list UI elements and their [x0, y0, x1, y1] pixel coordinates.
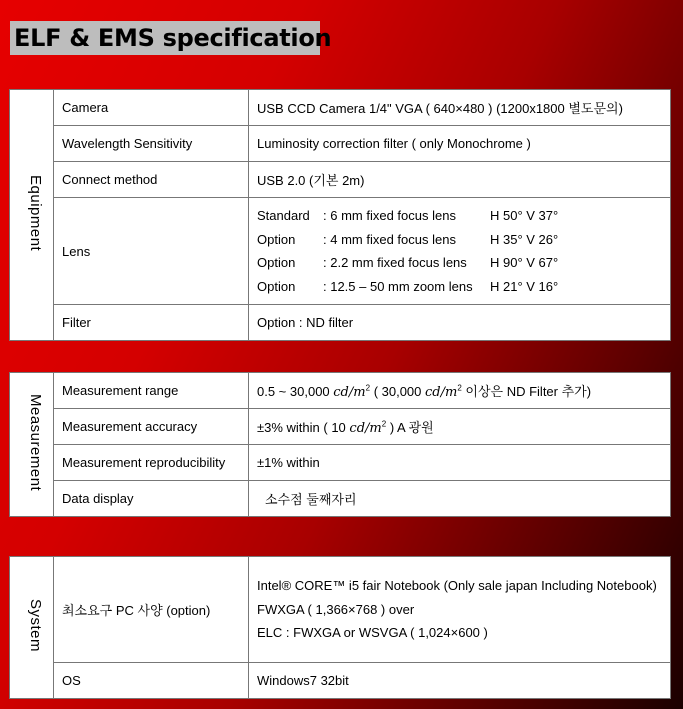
table-row	[10, 663, 671, 699]
measurement-table	[9, 372, 671, 517]
row-value: ±1% within	[249, 445, 671, 481]
table-row	[10, 481, 671, 517]
lens-line: Option : 12.5 – 50 mm zoom lens H 21° V 16°	[257, 278, 559, 294]
row-label: Wavelength Sensitivity	[54, 126, 249, 162]
category-label: System	[27, 599, 44, 653]
row-value: Luminosity correction filter ( only Monochrome )	[249, 126, 671, 162]
row-value: USB 2.0 (기본 2m)	[249, 162, 671, 198]
row-label: Measurement reproducibility	[54, 445, 249, 481]
row-value: USB CCD Camera 1/4" VGA ( 640×480 ) (1200x1800 별도문의)	[249, 90, 671, 126]
row-value: Windows7 32bit	[249, 663, 671, 699]
row-value: 소수점 둘째자리	[249, 481, 671, 517]
pc-line: Intel® CORE™ i5 fair Notebook (Only sale japan Including Notebook)	[257, 578, 657, 594]
category-label: Measurement	[27, 394, 44, 492]
table-row	[10, 198, 671, 305]
table-row	[10, 557, 671, 663]
pc-line: ELC : FWXGA or WSVGA ( 1,024×600 )	[257, 625, 488, 641]
pc-values	[249, 557, 671, 663]
table-row	[10, 409, 671, 445]
lens-line: Option : 4 mm fixed focus lens H 35° V 26°	[257, 231, 559, 247]
row-label: OS	[54, 663, 249, 699]
row-label: Camera	[54, 90, 249, 126]
table-row	[10, 305, 671, 341]
table-row	[10, 90, 671, 126]
table-row	[10, 445, 671, 481]
row-label: Lens	[54, 198, 249, 305]
row-label: Measurement accuracy	[54, 409, 249, 445]
system-table	[9, 556, 671, 699]
category-measurement	[10, 373, 54, 517]
lens-values	[249, 198, 671, 305]
row-label: Measurement range	[54, 373, 249, 409]
row-label: Connect method	[54, 162, 249, 198]
pc-line: FWXGA ( 1,366×768 ) over	[257, 601, 415, 617]
lens-line: Standard : 6 mm fixed focus lens H 50° V 37°	[257, 208, 559, 223]
row-label: Data display	[54, 481, 249, 517]
row-value: 0.5 ~ 30,000 $cd/m^2$ ( 30,000 $cd/m^2$ 이상은 ND Filter 추가)	[249, 373, 671, 409]
row-label: Filter	[54, 305, 249, 341]
row-value: ±3% within ( 10 $cd/m^2$ ) A 광원	[249, 409, 671, 445]
page-title: ELF & EMS specification	[10, 21, 320, 55]
category-label: Equipment	[27, 175, 44, 252]
category-system	[10, 557, 54, 699]
table-row	[10, 162, 671, 198]
lens-line: Option : 2.2 mm fixed focus lens H 90° V 67°	[257, 255, 559, 270]
category-equipment	[10, 90, 54, 341]
row-value: Option : ND filter	[249, 305, 671, 341]
table-row	[10, 126, 671, 162]
equipment-table	[9, 89, 671, 341]
row-label: 최소요구 PC 사양 (option)	[54, 557, 249, 663]
table-row	[10, 373, 671, 409]
